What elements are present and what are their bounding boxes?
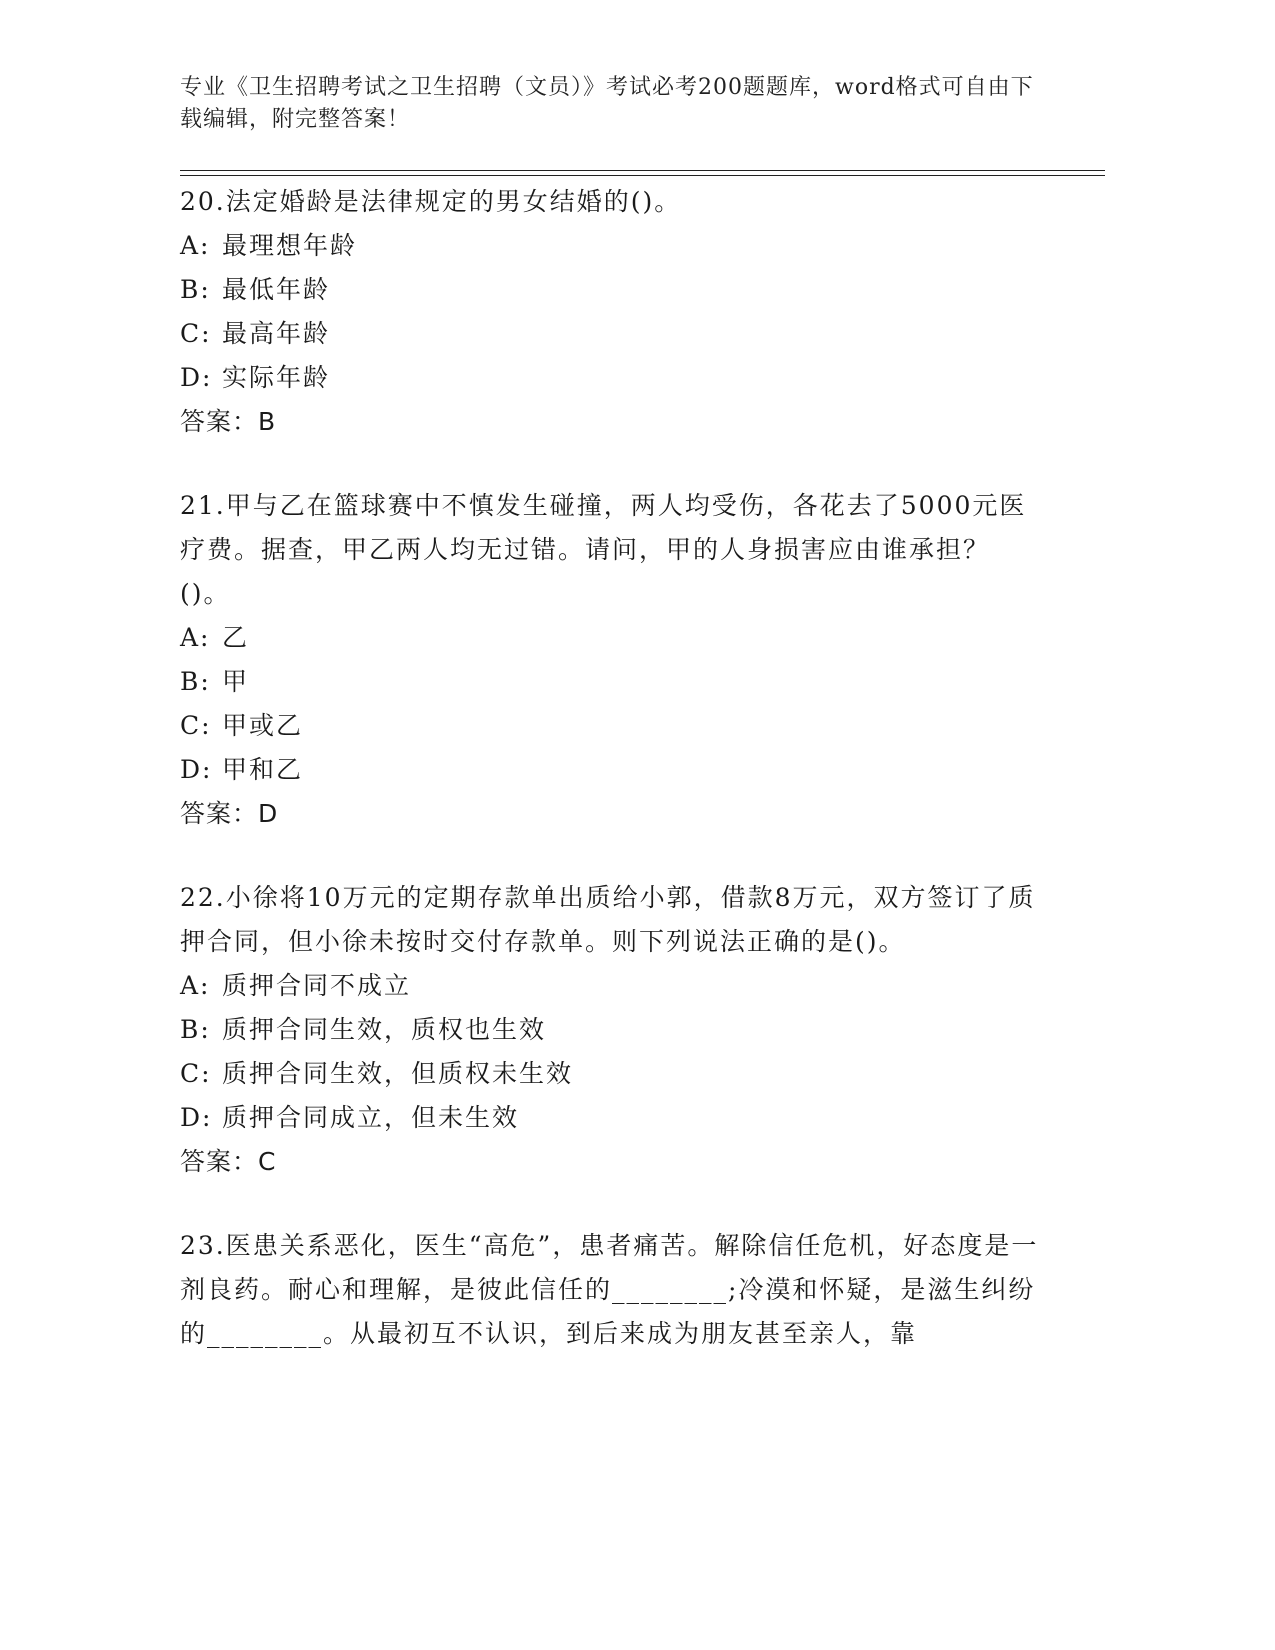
option-text: 质押合同不成立	[222, 971, 412, 1000]
option-letter: D:	[180, 755, 213, 784]
question-22	[180, 876, 1040, 1184]
answer-line: 答案：C	[180, 1147, 277, 1176]
question-stem: 22.小徐将10万元的定期存款单出质给小郭，借款8万元，双方签订了质押合同，但小徐未按时交付存款单。则下列说法正确的是()。	[180, 883, 1036, 956]
question-stem: 21.甲与乙在篮球赛中不慎发生碰撞，两人均受伤，各花去了5000元医疗费。据查，甲乙两人均无过错。请问，甲的人身损害应由谁承担？()。	[180, 491, 1027, 608]
option-text: 最理想年龄	[222, 231, 358, 260]
question-23	[180, 1224, 1040, 1356]
header-divider-bottom	[180, 175, 1105, 176]
option-text: 甲	[222, 667, 250, 696]
option-letter: D:	[180, 1103, 213, 1132]
option-letter: B:	[180, 275, 211, 304]
question-21	[180, 484, 1040, 836]
option-letter: C:	[180, 319, 212, 348]
option-text: 甲和乙	[222, 755, 304, 784]
option-d	[180, 356, 1040, 400]
option-a	[180, 616, 1040, 660]
option-letter: B:	[180, 667, 211, 696]
option-letter: A:	[180, 971, 211, 1000]
option-text: 最低年龄	[222, 275, 331, 304]
option-d	[180, 1096, 1040, 1140]
option-text: 质押合同生效，质权也生效	[222, 1015, 547, 1044]
option-c	[180, 1052, 1040, 1096]
option-c	[180, 312, 1040, 356]
option-text: 质押合同成立，但未生效	[222, 1103, 520, 1132]
option-text: 实际年龄	[222, 363, 331, 392]
option-text: 最高年龄	[222, 319, 331, 348]
question-20	[180, 180, 1040, 444]
answer-line: 答案：D	[180, 799, 279, 828]
option-letter: A:	[180, 231, 211, 260]
option-a	[180, 964, 1040, 1008]
question-stem: 20.法定婚龄是法律规定的男女结婚的()。	[180, 187, 682, 216]
option-letter: A:	[180, 623, 211, 652]
option-text: 乙	[222, 623, 250, 652]
option-text: 质押合同生效，但质权未生效	[222, 1059, 574, 1088]
option-d	[180, 748, 1040, 792]
option-text: 甲或乙	[222, 711, 304, 740]
option-letter: C:	[180, 711, 212, 740]
question-list	[180, 180, 1040, 1396]
option-b	[180, 1008, 1040, 1052]
option-c	[180, 704, 1040, 748]
option-letter: D:	[180, 363, 213, 392]
option-letter: C:	[180, 1059, 212, 1088]
document-header: 专业《卫生招聘考试之卫生招聘（文员）》考试必考200题题库，word格式可自由下载编辑，附完整答案！	[180, 75, 1034, 132]
header-divider-top	[180, 170, 1105, 171]
option-letter: B:	[180, 1015, 211, 1044]
option-b	[180, 660, 1040, 704]
answer-line: 答案：B	[180, 407, 277, 436]
option-b	[180, 268, 1040, 312]
option-a	[180, 224, 1040, 268]
question-stem: 23.医患关系恶化，医生“高危”，患者痛苦。解除信任危机，好态度是一剂良药。耐心和理解，是彼此信任的________;冷漠和怀疑，是滋生纠纷的________。从最初互不认识，到后来成为朋友甚至亲人，靠	[180, 1231, 1039, 1348]
